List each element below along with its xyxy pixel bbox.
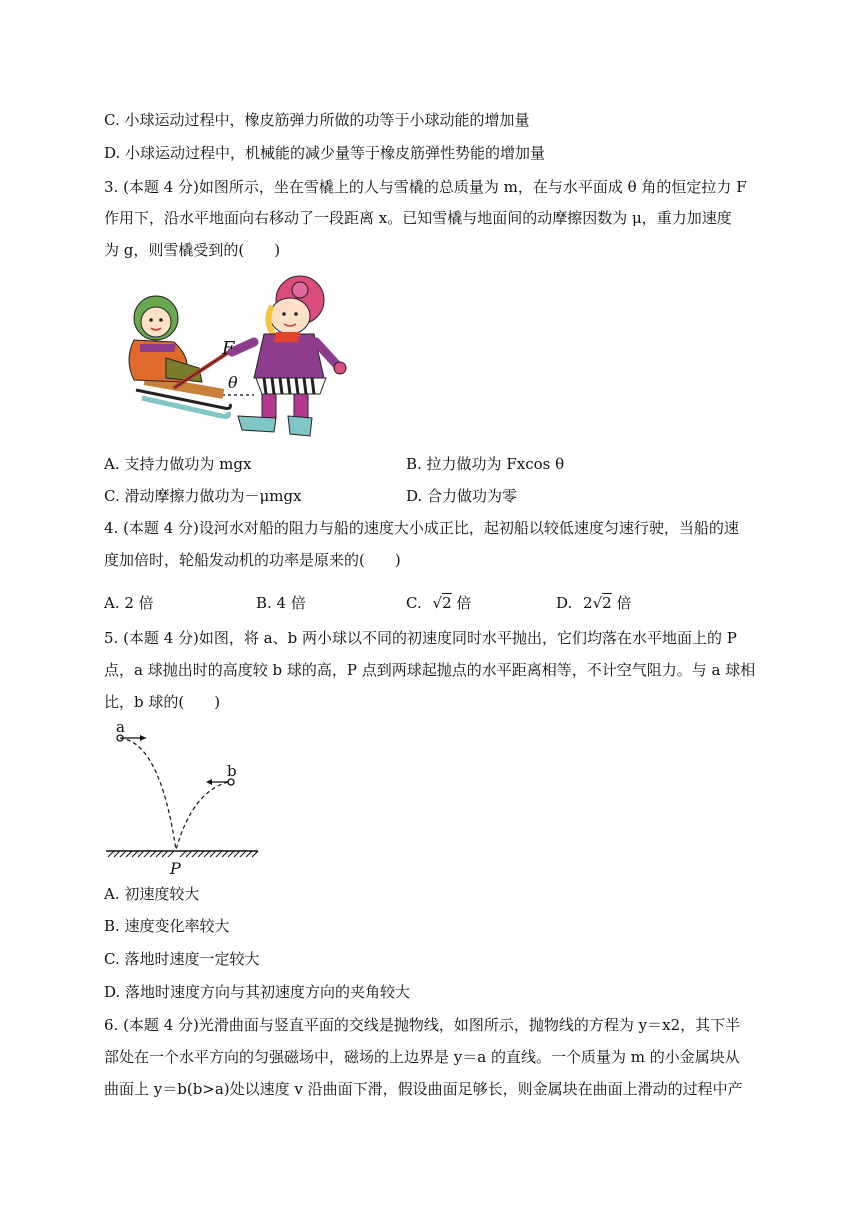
q5-stem-line1: 5. (本题 4 分)如图，将 a、b 两小球以不同的初速度同时水平抛出，它们均落在水平地面上的 P bbox=[104, 629, 737, 647]
q6-stem-line3: 曲面上 y＝b(b>a)处以速度 v 沿曲面下滑，假设曲面足够长，则金属块在曲面上滑动的过程中产 bbox=[104, 1080, 743, 1098]
projectile-diagram bbox=[100, 712, 270, 882]
coefficient: 2 bbox=[583, 594, 593, 612]
q3-stem-line3: 为 g，则雪橇受到的( ) bbox=[104, 241, 281, 259]
ball-a-label: a bbox=[116, 718, 125, 736]
force-label: F bbox=[222, 338, 235, 359]
radicand: 2 bbox=[602, 594, 612, 612]
q4-option-d bbox=[556, 593, 632, 613]
q6-stem-line1: 6. (本题 4 分)光滑曲面与竖直平面的交线是抛物线，如图所示，抛物线的方程为 y＝x2，其下半 bbox=[104, 1016, 741, 1034]
q5-stem-line3: 比，b 球的( ) bbox=[104, 693, 221, 711]
q4-stem-line1: 4. (本题 4 分)设河水对船的阻力与船的速度大小成正比，起初船以较低速度匀速行驶，当船的速 bbox=[104, 519, 739, 537]
q6-stem-line2: 部处在一个水平方向的匀强磁场中，磁场的上边界是 y＝a 的直线。一个质量为 m 的小金属块从 bbox=[104, 1048, 740, 1066]
point-p-label: P bbox=[170, 859, 181, 878]
q4-option-d-letter: D. bbox=[556, 594, 573, 612]
q4-option-a: A. 2 倍 bbox=[104, 594, 154, 612]
q5-option-c: C. 落地时速度一定较大 bbox=[104, 950, 260, 968]
q4-option-c-letter: C. bbox=[406, 594, 422, 612]
q3-option-c: C. 滑动摩擦力做功为－μmgx bbox=[104, 487, 302, 505]
q4-option-c bbox=[406, 593, 471, 613]
sqrt-sign: √2 bbox=[432, 594, 452, 612]
sqrt-sign: √2 bbox=[592, 594, 612, 612]
sled-illustration bbox=[104, 270, 354, 440]
q3-stem-line2: 作用下，沿水平地面向右移动了一段距离 x。已知雪橇与地面间的动摩擦因数为 μ，重力加速度 bbox=[104, 209, 732, 227]
radicand: 2 bbox=[442, 594, 452, 612]
ball-b-label: b bbox=[227, 762, 237, 780]
q5-option-a: A. 初速度较大 bbox=[104, 885, 200, 903]
q3-stem-line1: 3. (本题 4 分)如图所示，坐在雪橇上的人与雪橇的总质量为 m，在与水平面成 θ 角的恒定拉力 F bbox=[104, 178, 747, 196]
q4-option-c-unit: 倍 bbox=[456, 594, 472, 612]
q3-option-d: D. 合力做功为零 bbox=[406, 487, 518, 505]
q5-option-b: B. 速度变化率较大 bbox=[104, 917, 230, 935]
q5-stem-line2: 点，a 球抛出时的高度较 b 球的高，P 点到两球起抛点的水平距离相等，不计空气阻力。与 a 球相 bbox=[104, 661, 756, 679]
q5-option-d: D. 落地时速度方向与其初速度方向的夹角较大 bbox=[104, 983, 411, 1001]
q3-option-a: A. 支持力做功为 mgx bbox=[104, 455, 252, 473]
q2-option-d: D. 小球运动过程中，机械能的减少量等于橡皮筋弹性势能的增加量 bbox=[104, 144, 546, 162]
q4-option-b: B. 4 倍 bbox=[256, 594, 306, 612]
q3-option-b: B. 拉力做功为 Fxcos θ bbox=[406, 455, 565, 473]
q2-option-c: C. 小球运动过程中，橡皮筋弹力所做的功等于小球动能的增加量 bbox=[104, 111, 530, 129]
q4-option-d-unit: 倍 bbox=[616, 594, 632, 612]
q4-stem-line2: 度加倍时，轮船发动机的功率是原来的( ) bbox=[104, 551, 401, 569]
angle-label: θ bbox=[228, 373, 238, 392]
